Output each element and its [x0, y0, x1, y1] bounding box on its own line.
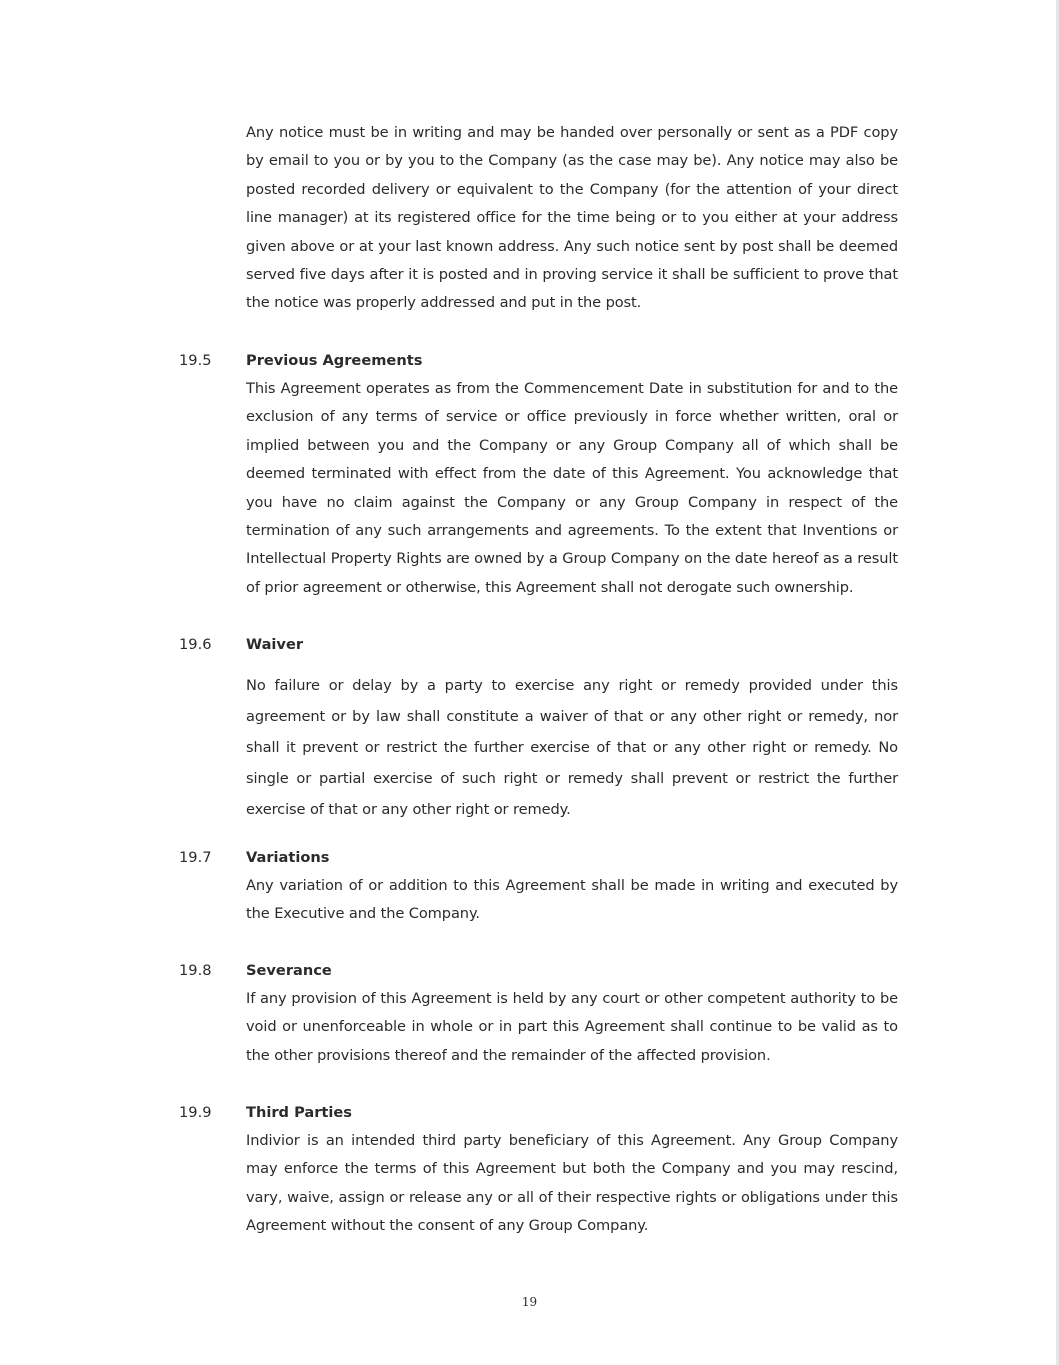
section-body: If any provision of this Agreement is held by any court or other competent authority to be void or unenforceable in whole or in part this Agreement shall continue to be valid as to the other provisions thereof and the remainder of the affected provision.	[246, 990, 898, 1064]
section-heading: Severance	[246, 962, 332, 979]
section-number: 19.7	[179, 849, 212, 866]
section-heading: Variations	[246, 849, 330, 866]
section-heading: Waiver	[246, 636, 304, 653]
section-number: 19.6	[179, 636, 212, 653]
section-number: 19.9	[179, 1104, 212, 1121]
section-number: 19.5	[179, 352, 212, 369]
section-body: This Agreement operates as from the Commencement Date in substitution for and to the exclusion of any terms of service or office previously in force whether written, oral or implied between you and the Company or any Group Company all of which shall be deemed terminated with effect from the date of this Agreement. You acknowledge that you have no claim against the Company or any Group Company in respect of the termination of any such arrangements and agreements. To the extent that Inventions or Intellectual Property Rights are owned by a Group Company on the date hereof as a result of prior agreement or otherwise, this Agreement shall not derogate such ownership.	[246, 380, 898, 596]
section-body: Indivior is an intended third party beneficiary of this Agreement. Any Group Company may enforce the terms of this Agreement but both the Company and you may rescind, vary, waive, assign or release any or all of their respective rights or obligations under this Agreement without the consent of any Group Company.	[246, 1132, 898, 1235]
section-heading: Previous Agreements	[246, 352, 423, 369]
section-heading: Third Parties	[246, 1104, 352, 1121]
intro-paragraph: Any notice must be in writing and may be handed over personally or sent as a PDF copy by email to you or by you to the Company (as the case may be). Any notice may also be posted recorded delivery or equivalent to the Company (for the attention of your direct line manager) at its registered office for the time being or to you either at your address given above or at your last known address. Any such notice sent by post shall be deemed served five days after it is posted and in proving service it shall be sufficient to prove that the notice was properly addressed and put in the post.	[246, 124, 898, 312]
section-number: 19.8	[179, 962, 212, 979]
page-number: 19	[521, 1295, 538, 1309]
section-body: No failure or delay by a party to exercise any right or remedy provided under this agreement or by law shall constitute a waiver of that or any other right or remedy, nor shall it prevent or restrict the further exercise of that or any other right or remedy. No single or partial exercise of such right or remedy shall prevent or restrict the further exercise of that or any other right or remedy.	[246, 677, 898, 818]
section-body: Any variation of or addition to this Agreement shall be made in writing and executed by the Executive and the Company.	[246, 877, 898, 923]
